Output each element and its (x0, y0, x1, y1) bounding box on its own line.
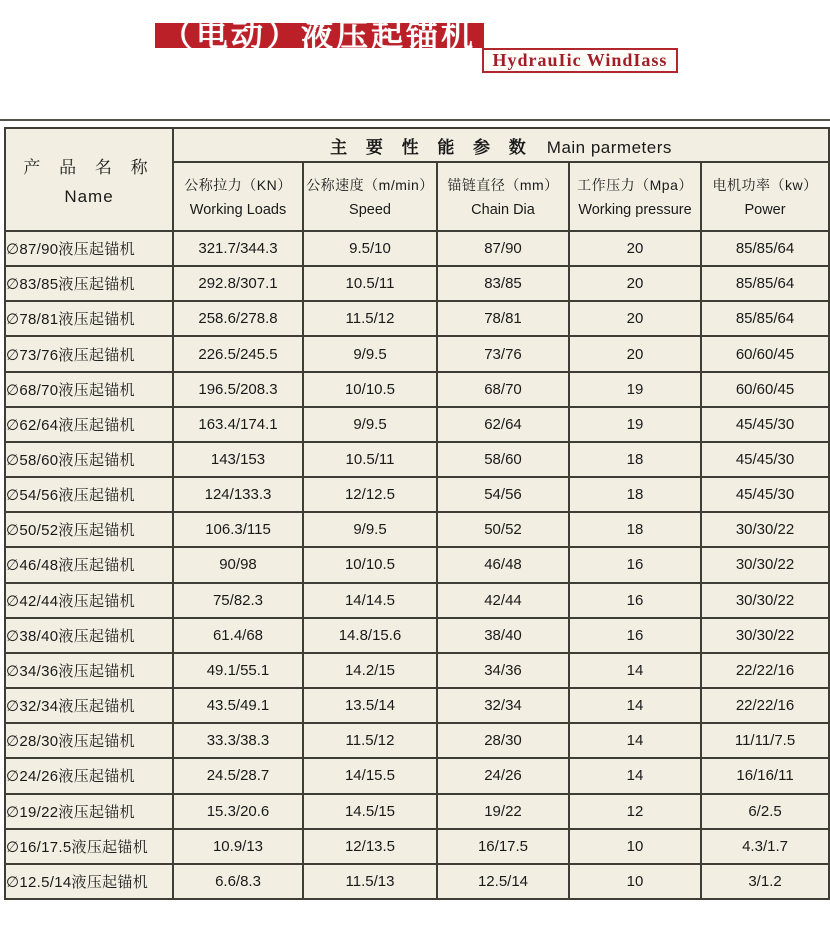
product-name: ∅19/22液压起锚机 (5, 794, 173, 829)
product-name: ∅12.5/14液压起锚机 (5, 864, 173, 899)
value-cell: 30/30/22 (701, 512, 829, 547)
table-row (5, 829, 829, 864)
value-cell: 10 (569, 829, 701, 864)
value-cell: 85/85/64 (701, 301, 829, 336)
value-cell: 75/82.3 (173, 583, 303, 618)
page-subtitle: HydrauIic WindIass (492, 50, 668, 70)
value-cell: 11/11/7.5 (701, 723, 829, 758)
value-cell: 18 (569, 512, 701, 547)
value-cell: 14.2/15 (303, 653, 437, 688)
value-cell: 9.5/10 (303, 231, 437, 266)
value-cell: 14 (569, 688, 701, 723)
column-header-4 (701, 162, 829, 231)
value-cell: 10.5/11 (303, 442, 437, 477)
table-row (5, 477, 829, 512)
value-cell: 10/10.5 (303, 372, 437, 407)
value-cell: 42/44 (437, 583, 569, 618)
value-cell: 163.4/174.1 (173, 407, 303, 442)
product-name: ∅78/81液压起锚机 (5, 301, 173, 336)
value-cell: 16/16/11 (701, 758, 829, 793)
value-cell: 11.5/12 (303, 723, 437, 758)
value-cell: 85/85/64 (701, 231, 829, 266)
table-row (5, 442, 829, 477)
value-cell: 54/56 (437, 477, 569, 512)
product-name: ∅58/60液压起锚机 (5, 442, 173, 477)
value-cell: 24.5/28.7 (173, 758, 303, 793)
table-row (5, 231, 829, 266)
table-row (5, 864, 829, 899)
name-header-en: Name (64, 186, 114, 206)
group-header-zh: 主 要 性 能 参 数 (330, 137, 533, 157)
value-cell: 18 (569, 477, 701, 512)
product-name: ∅54/56液压起锚机 (5, 477, 173, 512)
product-name: ∅83/85液压起锚机 (5, 266, 173, 301)
table-row (5, 336, 829, 371)
table-row (5, 266, 829, 301)
value-cell: 19 (569, 407, 701, 442)
value-cell: 12 (569, 794, 701, 829)
table-row (5, 653, 829, 688)
value-cell: 14 (569, 758, 701, 793)
table-row (5, 688, 829, 723)
value-cell: 90/98 (173, 547, 303, 582)
value-cell: 3/1.2 (701, 864, 829, 899)
name-header-zh: 产 品 名 称 (23, 157, 155, 177)
product-name: ∅46/48液压起锚机 (5, 547, 173, 582)
value-cell: 10.9/13 (173, 829, 303, 864)
value-cell: 9/9.5 (303, 336, 437, 371)
column-header-en: Speed (349, 202, 391, 218)
table-row (5, 301, 829, 336)
column-header-en: Power (744, 202, 786, 218)
value-cell: 14.5/15 (303, 794, 437, 829)
product-name: ∅32/34液压起锚机 (5, 688, 173, 723)
product-name: ∅38/40液压起锚机 (5, 618, 173, 653)
value-cell: 38/40 (437, 618, 569, 653)
product-name: ∅62/64液压起锚机 (5, 407, 173, 442)
value-cell: 68/70 (437, 372, 569, 407)
value-cell: 14/14.5 (303, 583, 437, 618)
product-name: ∅28/30液压起锚机 (5, 723, 173, 758)
value-cell: 85/85/64 (701, 266, 829, 301)
value-cell: 14/15.5 (303, 758, 437, 793)
product-name: ∅73/76液压起锚机 (5, 336, 173, 371)
value-cell: 16/17.5 (437, 829, 569, 864)
value-cell: 124/133.3 (173, 477, 303, 512)
title-banner (155, 17, 484, 53)
column-header-zh: 锚链直径（mm） (447, 177, 559, 193)
value-cell: 87/90 (437, 231, 569, 266)
value-cell: 83/85 (437, 266, 569, 301)
value-cell: 22/22/16 (701, 653, 829, 688)
column-header-zh: 电机功率（kw） (712, 177, 818, 193)
table-row (5, 794, 829, 829)
value-cell: 258.6/278.8 (173, 301, 303, 336)
value-cell: 60/60/45 (701, 336, 829, 371)
column-header-0 (173, 162, 303, 231)
value-cell: 106.3/115 (173, 512, 303, 547)
value-cell: 10.5/11 (303, 266, 437, 301)
value-cell: 6/2.5 (701, 794, 829, 829)
column-header-zh: 公称速度（m/min） (306, 177, 434, 193)
column-header-en: Working pressure (578, 202, 692, 218)
product-name: ∅50/52液压起锚机 (5, 512, 173, 547)
value-cell: 30/30/22 (701, 547, 829, 582)
value-cell: 12/12.5 (303, 477, 437, 512)
value-cell: 14.8/15.6 (303, 618, 437, 653)
page-title: （电动）液压起锚机 (161, 17, 477, 53)
value-cell: 45/45/30 (701, 442, 829, 477)
value-cell: 20 (569, 266, 701, 301)
group-header-en: Main parmeters (546, 137, 672, 157)
group-header (173, 128, 829, 162)
value-cell: 30/30/22 (701, 618, 829, 653)
product-name: ∅24/26液压起锚机 (5, 758, 173, 793)
value-cell: 20 (569, 231, 701, 266)
table-row (5, 758, 829, 793)
column-header-1 (303, 162, 437, 231)
value-cell: 9/9.5 (303, 407, 437, 442)
product-name: ∅42/44液压起锚机 (5, 583, 173, 618)
column-header-name (5, 128, 173, 231)
column-header-en: Working Loads (189, 202, 287, 218)
value-cell: 18 (569, 442, 701, 477)
value-cell: 13.5/14 (303, 688, 437, 723)
value-cell: 20 (569, 336, 701, 371)
value-cell: 16 (569, 583, 701, 618)
table-row (5, 372, 829, 407)
value-cell: 196.5/208.3 (173, 372, 303, 407)
value-cell: 11.5/13 (303, 864, 437, 899)
header-row-group (5, 128, 829, 162)
value-cell: 19/22 (437, 794, 569, 829)
value-cell: 73/76 (437, 336, 569, 371)
value-cell: 9/9.5 (303, 512, 437, 547)
value-cell: 6.6/8.3 (173, 864, 303, 899)
table-row (5, 723, 829, 758)
column-header-2 (437, 162, 569, 231)
value-cell: 50/52 (437, 512, 569, 547)
spec-table (4, 127, 830, 900)
value-cell: 61.4/68 (173, 618, 303, 653)
product-name: ∅87/90液压起锚机 (5, 231, 173, 266)
value-cell: 19 (569, 372, 701, 407)
table-row (5, 583, 829, 618)
table-row (5, 618, 829, 653)
value-cell: 10/10.5 (303, 547, 437, 582)
value-cell: 28/30 (437, 723, 569, 758)
value-cell: 49.1/55.1 (173, 653, 303, 688)
product-name: ∅16/17.5液压起锚机 (5, 829, 173, 864)
table-row (5, 407, 829, 442)
value-cell: 22/22/16 (701, 688, 829, 723)
value-cell: 321.7/344.3 (173, 231, 303, 266)
value-cell: 143/153 (173, 442, 303, 477)
value-cell: 292.8/307.1 (173, 266, 303, 301)
product-name: ∅68/70液压起锚机 (5, 372, 173, 407)
value-cell: 32/34 (437, 688, 569, 723)
table-row (5, 512, 829, 547)
value-cell: 45/45/30 (701, 407, 829, 442)
value-cell: 4.3/1.7 (701, 829, 829, 864)
product-name: ∅34/36液压起锚机 (5, 653, 173, 688)
value-cell: 16 (569, 547, 701, 582)
value-cell: 45/45/30 (701, 477, 829, 512)
value-cell: 14 (569, 723, 701, 758)
value-cell: 30/30/22 (701, 583, 829, 618)
value-cell: 226.5/245.5 (173, 336, 303, 371)
value-cell: 20 (569, 301, 701, 336)
column-header-en: Chain Dia (471, 202, 535, 218)
value-cell: 24/26 (437, 758, 569, 793)
value-cell: 15.3/20.6 (173, 794, 303, 829)
table-row (5, 547, 829, 582)
value-cell: 60/60/45 (701, 372, 829, 407)
horizontal-rule (0, 119, 830, 121)
column-header-zh: 公称拉力（KN） (184, 177, 292, 193)
value-cell: 12/13.5 (303, 829, 437, 864)
value-cell: 78/81 (437, 301, 569, 336)
column-header-3 (569, 162, 701, 231)
value-cell: 16 (569, 618, 701, 653)
value-cell: 43.5/49.1 (173, 688, 303, 723)
value-cell: 62/64 (437, 407, 569, 442)
value-cell: 46/48 (437, 547, 569, 582)
value-cell: 33.3/38.3 (173, 723, 303, 758)
value-cell: 12.5/14 (437, 864, 569, 899)
column-header-zh: 工作压力（Mpa） (577, 177, 693, 193)
value-cell: 34/36 (437, 653, 569, 688)
value-cell: 10 (569, 864, 701, 899)
value-cell: 14 (569, 653, 701, 688)
value-cell: 58/60 (437, 442, 569, 477)
subtitle-box (482, 48, 678, 73)
value-cell: 11.5/12 (303, 301, 437, 336)
